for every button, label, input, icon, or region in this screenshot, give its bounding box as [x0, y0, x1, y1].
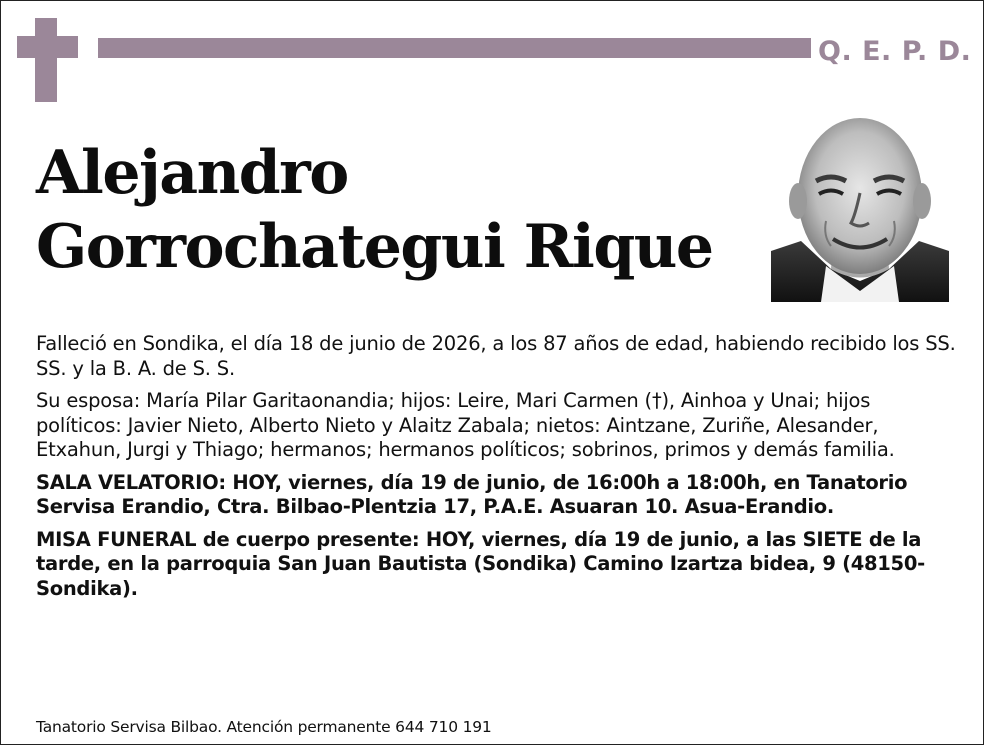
funeral-paragraph: MISA FUNERAL de cuerpo presente: HOY, viernes, día 19 de junio, a las SIETE de la tarde, en la parroquia San Juan Bautista (Sondika) Camino Izartza bidea, 9 (48150-Sondika).	[36, 527, 925, 600]
wake-paragraph: SALA VELATORIO: HOY, viernes, día 19 de junio, de 16:00h a 18:00h, en Tanatorio Servisa Erandio, Ctra. Bilbao-Plentzia 17, P.A.E. Asuaran 10. Asua-Erandio.	[36, 470, 908, 518]
death-notice-paragraph: Falleció en Sondika, el día 18 de junio de 2026, a los 87 años de edad, habiendo recibido los SS. SS. y la B. A. de S. S.	[36, 332, 956, 380]
notice-body	[36, 332, 956, 609]
portrait-photo	[771, 101, 949, 302]
cross-icon-horizontal	[17, 36, 78, 58]
deceased-first-name: Alejandro	[36, 138, 348, 208]
header-bar	[98, 38, 811, 58]
qepd-label: Q. E. P. D.	[818, 36, 972, 67]
footer-contact: Tanatorio Servisa Bilbao. Atención permanente 644 710 191	[36, 718, 492, 736]
portrait-photo-icon	[771, 101, 949, 302]
family-paragraph: Su esposa: María Pilar Garitaonandia; hijos: Leire, Mari Carmen (†), Ainhoa y Unai; hijos políticos: Javier Nieto, Alberto Nieto y Alaitz Zabala; nietos: Aintzane, Zuriñe, Alesander, Etxahun, Jurgi y Thiago; hermanos; hermanos políticos; sobrinos, primos y demás familia.	[36, 389, 895, 461]
cross-icon-vertical	[35, 18, 57, 102]
deceased-surnames: Gorrochategui Rique	[36, 212, 713, 282]
deceased-name	[36, 136, 713, 284]
